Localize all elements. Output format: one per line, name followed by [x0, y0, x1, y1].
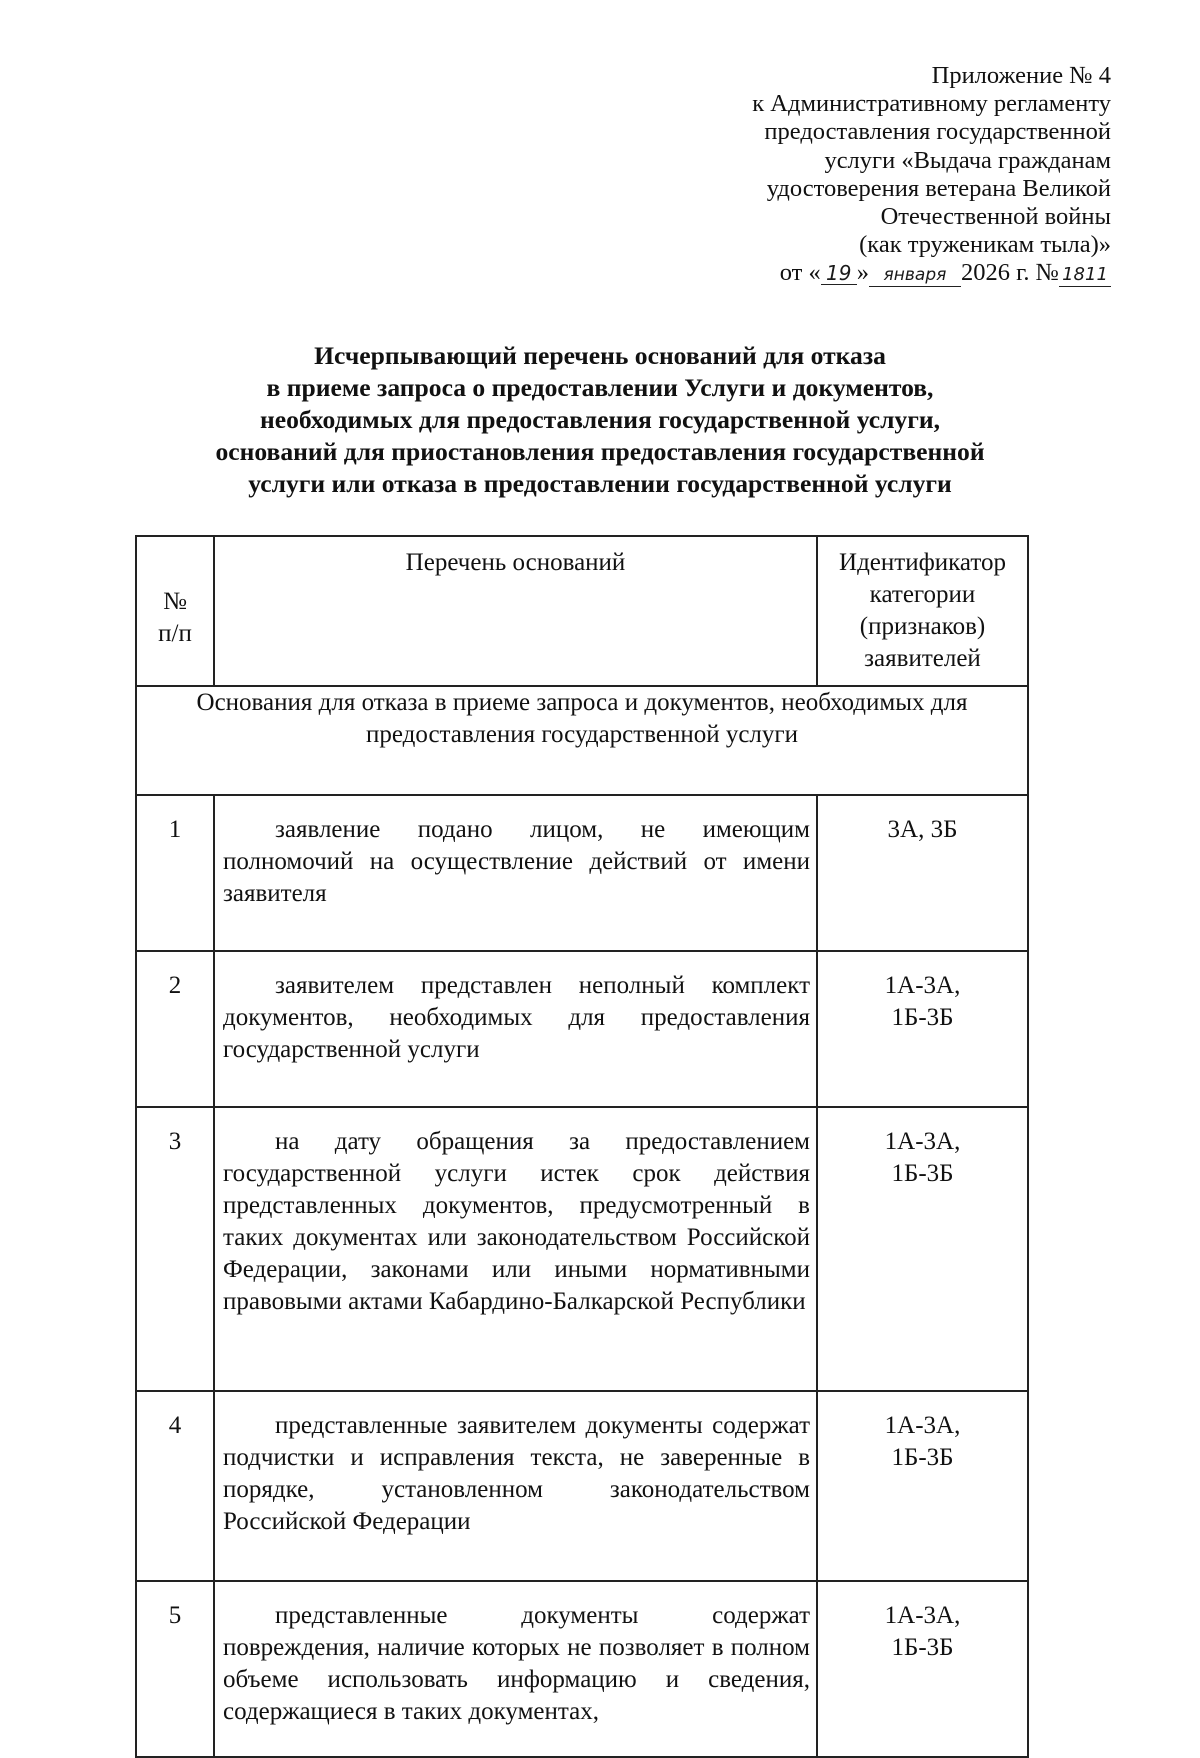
row-identifier-line: 1Б-3Б	[891, 1444, 954, 1471]
title-line: услуги или отказа в предоставлении государственной услуги	[248, 469, 952, 498]
header-line: Приложение № 4	[931, 62, 1111, 89]
header-id-line: категории	[869, 581, 976, 608]
section-row	[136, 686, 1028, 795]
row-identifier-line: 1Б-3Б	[891, 1004, 954, 1031]
header-line: услуги «Выдача гражданам	[824, 146, 1111, 174]
table-row	[136, 1581, 1028, 1757]
header-line: к Административному регламенту	[752, 90, 1111, 118]
handwritten-number: 1811	[1059, 264, 1111, 287]
header-line: удостоверения ветерана Великой	[766, 174, 1111, 202]
document-title	[150, 340, 1050, 500]
row-identifier	[817, 1581, 1028, 1757]
row-text: на дату обращения за предоставлением государственной услуги истек срок действия представленных документов, предусмотренный в таких документах или законодательством Российской Федерации, законами или иными нормативными правовыми актами Кабардино-Балкарской Республики	[214, 1107, 817, 1391]
appendix-header	[551, 62, 1111, 288]
section-title: Основания для отказа в приеме запроса и документов, необходимых для предоставления государственной услуги	[136, 686, 1028, 795]
row-text: заявление подано лицом, не имеющим полномочий на осуществление действий от имени заявителя	[214, 795, 817, 951]
date-year: 2026 г. №	[960, 259, 1059, 287]
row-number: 3	[136, 1107, 214, 1391]
handwritten-day: 19	[821, 262, 857, 285]
title-line: необходимых для предоставления государственной услуги,	[260, 405, 940, 434]
header-line: Отечественной войны	[880, 203, 1111, 231]
row-identifier	[817, 795, 1028, 951]
handwritten-month: января	[869, 264, 961, 287]
date-quote-close: »	[856, 259, 869, 287]
row-identifier	[817, 1107, 1028, 1391]
row-number: 5	[136, 1581, 214, 1757]
row-identifier-line: 3А, 3Б	[887, 816, 958, 843]
header-id-line: заявителей	[864, 645, 981, 672]
header-num-abbr: п/п	[158, 620, 192, 647]
table-row	[136, 1391, 1028, 1581]
header-line: (как труженикам тыла)»	[859, 231, 1111, 259]
header-id-cell	[817, 536, 1028, 686]
table-row	[136, 795, 1028, 951]
row-text: представленные документы содержат повреждения, наличие которых не позволяет в полном объеме использовать информацию и сведения, содержащиеся в таких документах,	[214, 1581, 817, 1757]
row-text: представленные заявителем документы содержат подчистки и исправления текста, не заверенные в порядке, установленном законодательством Российской Федерации	[214, 1391, 817, 1581]
table-header-row	[136, 536, 1028, 686]
row-identifier-line: 1А-3А,	[884, 972, 961, 999]
row-identifier-line: 1А-3А,	[884, 1602, 961, 1629]
table-row	[136, 951, 1028, 1107]
table-row	[136, 1107, 1028, 1391]
title-line: Исчерпывающий перечень оснований для отказа	[314, 341, 886, 370]
row-identifier	[817, 1391, 1028, 1581]
row-identifier-line: 1Б-3Б	[891, 1160, 954, 1187]
row-identifier	[817, 951, 1028, 1107]
row-identifier-line: 1Б-3Б	[891, 1634, 954, 1661]
row-number: 4	[136, 1391, 214, 1581]
row-identifier-line: 1А-3А,	[884, 1412, 961, 1439]
header-num-cell	[136, 536, 214, 686]
row-number: 2	[136, 951, 214, 1107]
header-line: предоставления государственной	[764, 118, 1111, 146]
title-line: оснований для приостановления предоставления государственной	[215, 437, 985, 466]
header-id-line: (признаков)	[859, 613, 986, 640]
header-num-symbol: №	[163, 588, 187, 615]
grounds-table	[135, 535, 1029, 1758]
date-prefix: от «	[779, 259, 821, 287]
header-id-line: Идентификатор	[839, 549, 1006, 576]
row-text: заявителем представлен неполный комплект документов, необходимых для предоставления государственной услуги	[214, 951, 817, 1107]
header-list-cell: Перечень оснований	[214, 536, 817, 686]
date-line	[551, 259, 1111, 287]
row-identifier-line: 1А-3А,	[884, 1128, 961, 1155]
row-number: 1	[136, 795, 214, 951]
title-line: в приеме запроса о предоставлении Услуги и документов,	[266, 373, 934, 402]
